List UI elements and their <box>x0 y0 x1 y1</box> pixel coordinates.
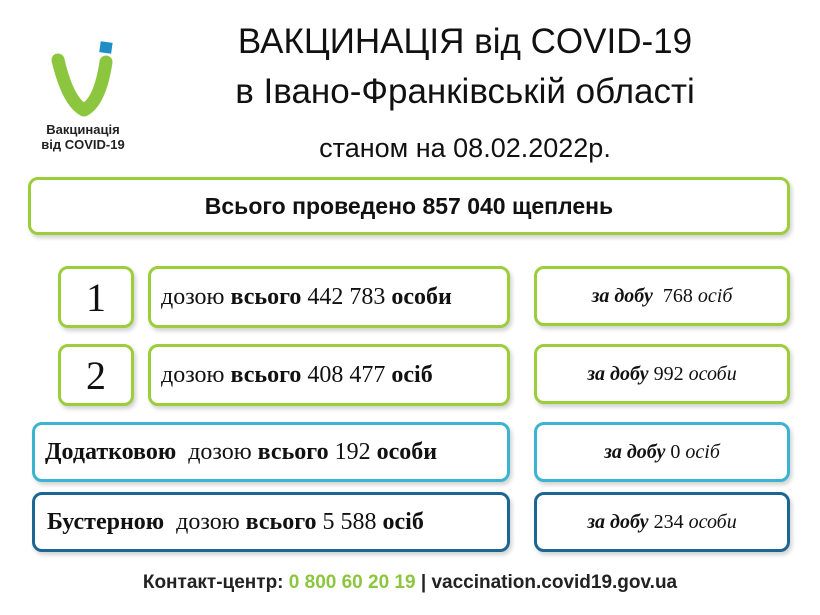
report-date: станом на 08.02.2022р. <box>319 133 611 163</box>
contact-phone[interactable]: 0 800 60 20 19 <box>288 572 416 593</box>
dose-total-box <box>148 266 510 328</box>
dose-count: 192 <box>334 438 371 465</box>
per-day-label: за добу <box>587 362 649 385</box>
total-suffix: щеплень <box>505 192 614 219</box>
total-vaccinations-box <box>28 177 790 235</box>
per-day-unit: осіб <box>685 440 720 463</box>
logo-caption <box>28 122 138 152</box>
per-day-unit: особи <box>688 362 737 385</box>
logo-caption-line1: Вакцинація <box>46 122 120 137</box>
per-day-value: 0 <box>670 440 681 463</box>
vaccination-logo <box>28 40 138 152</box>
total-word: всього <box>230 361 302 388</box>
dose-number: 1 <box>86 274 106 320</box>
per-day-value: 234 <box>653 510 684 533</box>
per-day-box <box>534 344 790 404</box>
per-day-box <box>534 492 790 552</box>
total-word: всього <box>245 508 317 535</box>
total-word: всього <box>230 283 302 310</box>
per-day-label: за добу <box>591 284 653 307</box>
dose-type-name: Додатковою <box>45 438 177 465</box>
contact-footer <box>0 572 820 594</box>
per-day-box <box>534 266 790 326</box>
dose-unit: особи <box>376 438 438 465</box>
dose-word: дозою <box>161 283 231 310</box>
dose-count: 442 783 <box>307 283 386 310</box>
total-prefix: Всього проведено <box>204 192 423 219</box>
page-title-line2: в Івано-Франківській області <box>235 72 695 111</box>
dose-count: 5 588 <box>322 508 377 535</box>
dose-total-box <box>148 344 510 406</box>
dose-type-name: Бустерною <box>47 508 165 535</box>
dose-word: дозою <box>161 361 231 388</box>
vaccination-check-icon <box>50 40 116 118</box>
per-day-box <box>534 422 790 482</box>
contact-label: Контакт-центр: <box>142 572 289 593</box>
additional-dose-box <box>32 422 510 482</box>
dose-count: 408 477 <box>307 361 386 388</box>
footer-separator: | <box>415 572 432 593</box>
total-word: всього <box>257 438 329 465</box>
page-title-line1: ВАКЦИНАЦІЯ від COVID-19 <box>237 22 693 61</box>
per-day-unit: осіб <box>697 284 733 307</box>
dose-word: дозою <box>176 508 246 535</box>
dose-number-badge <box>58 266 134 328</box>
dose-unit: осіб <box>391 361 433 388</box>
per-day-unit: особи <box>688 510 737 533</box>
per-day-label: за добу <box>604 440 666 463</box>
website-link[interactable]: vaccination.covid19.gov.ua <box>431 572 678 593</box>
per-day-value: 768 <box>662 284 693 307</box>
dose-number-badge <box>58 344 134 406</box>
per-day-label: за добу <box>587 510 649 533</box>
dose-unit: осіб <box>382 508 424 535</box>
dose-word: дозою <box>188 438 258 465</box>
dose-number: 2 <box>86 352 106 398</box>
total-value: 857 040 <box>422 192 506 219</box>
booster-dose-box <box>32 492 510 552</box>
logo-caption-line2: від COVID-19 <box>41 137 125 152</box>
dose-unit: особи <box>391 283 452 310</box>
per-day-value: 992 <box>653 362 684 385</box>
